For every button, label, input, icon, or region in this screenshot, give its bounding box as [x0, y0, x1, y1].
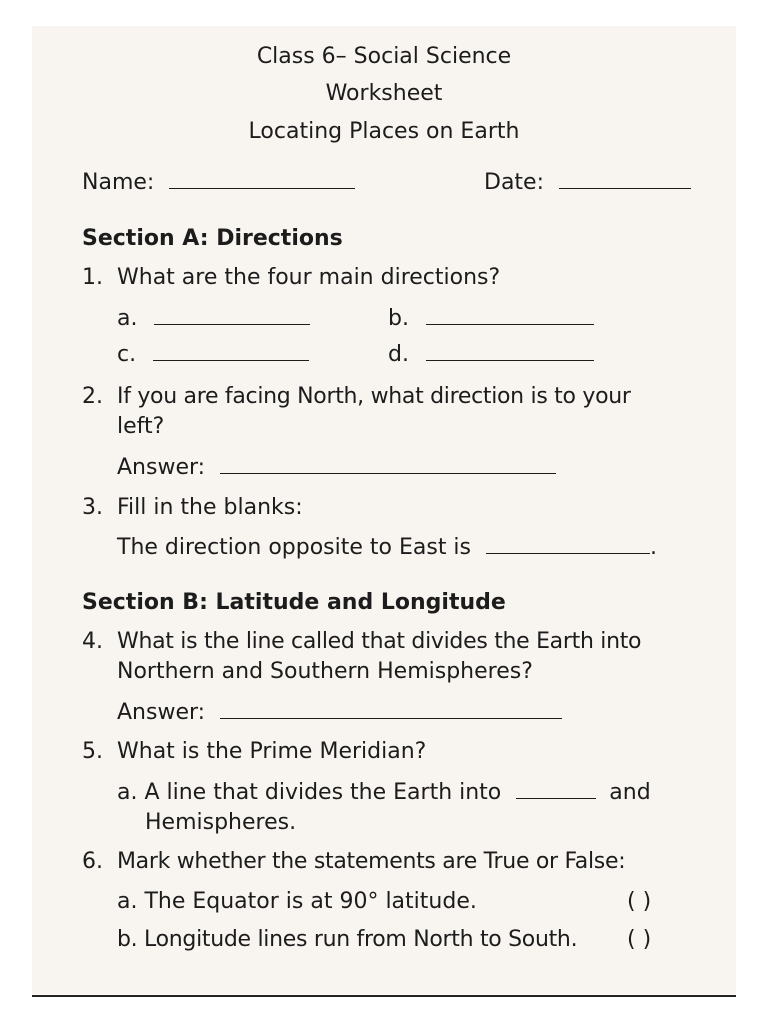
- q4-answer-blank[interactable]: [220, 698, 562, 719]
- q3-period: .: [650, 535, 658, 560]
- q1-option-b: [388, 304, 594, 333]
- q5-text: What is the Prime Meridian?: [117, 739, 427, 764]
- date-blank[interactable]: [559, 168, 691, 189]
- bottom-divider: [32, 995, 736, 997]
- q1-option-d-label: d.: [388, 342, 409, 367]
- q3-blank[interactable]: [486, 533, 650, 554]
- q2-text-line1: If you are facing North, what direction is to your: [117, 384, 631, 409]
- q4-text-line2: Northern and Southern Hemispheres?: [117, 659, 533, 684]
- q2-text-line2: left?: [117, 414, 165, 439]
- q1-option-d: [388, 340, 594, 369]
- q1-option-b-blank[interactable]: [426, 304, 594, 325]
- q6-statement-b-bracket[interactable]: ( ): [627, 927, 652, 952]
- q5-number: 5.: [82, 739, 103, 764]
- q3-number: 3.: [82, 495, 103, 520]
- q5-option-a: [117, 778, 651, 807]
- q5-option-a-line2: Hemispheres.: [145, 810, 297, 835]
- name-blank[interactable]: [169, 168, 355, 189]
- date-field: [484, 168, 691, 197]
- q1-option-a-blank[interactable]: [154, 304, 310, 325]
- worksheet-type-title: Worksheet: [325, 81, 443, 106]
- name-label: Name:: [82, 170, 155, 195]
- q5-option-a-and: and: [609, 780, 651, 805]
- q4-answer-label: Answer:: [117, 700, 206, 725]
- worksheet-topic-title: Locating Places on Earth: [248, 119, 520, 144]
- q2-answer-blank[interactable]: [220, 453, 556, 474]
- q1-option-c: [117, 340, 309, 369]
- q1-option-d-blank[interactable]: [426, 340, 594, 361]
- q6-number: 6.: [82, 849, 103, 874]
- q4-text-line1: What is the line called that divides the Earth into: [117, 629, 642, 654]
- q5-option-a-text: a. A line that divides the Earth into: [117, 780, 502, 805]
- section-b-heading: Section B: Latitude and Longitude: [82, 590, 506, 615]
- date-label: Date:: [484, 170, 544, 195]
- q1-option-c-label: c.: [117, 342, 137, 367]
- q3-sentence: [117, 533, 657, 562]
- q4-answer: [117, 698, 562, 727]
- q3-sentence-text: The direction opposite to East is: [117, 535, 472, 560]
- q1-option-c-blank[interactable]: [153, 340, 309, 361]
- q1-option-b-label: b.: [388, 306, 409, 331]
- q3-text: Fill in the blanks:: [117, 495, 303, 520]
- q1-option-a: [117, 304, 310, 333]
- q1-option-a-label: a.: [117, 306, 138, 331]
- q1-number: 1.: [82, 265, 103, 290]
- q2-number: 2.: [82, 384, 103, 409]
- q1-text: What are the four main directions?: [117, 265, 501, 290]
- section-a-heading: Section A: Directions: [82, 226, 343, 251]
- q5-option-a-blank[interactable]: [516, 778, 596, 799]
- q6-statement-a-bracket[interactable]: ( ): [627, 889, 652, 914]
- worksheet-class-title: Class 6– Social Science: [256, 44, 512, 69]
- q6-text: Mark whether the statements are True or False:: [117, 849, 626, 874]
- q6-statement-b: b. Longitude lines run from North to South.: [117, 927, 578, 952]
- q2-answer-label: Answer:: [117, 455, 206, 480]
- q6-statement-a: a. The Equator is at 90° latitude.: [117, 889, 477, 914]
- name-field: [82, 168, 355, 197]
- q4-number: 4.: [82, 629, 103, 654]
- q2-answer: [117, 453, 556, 482]
